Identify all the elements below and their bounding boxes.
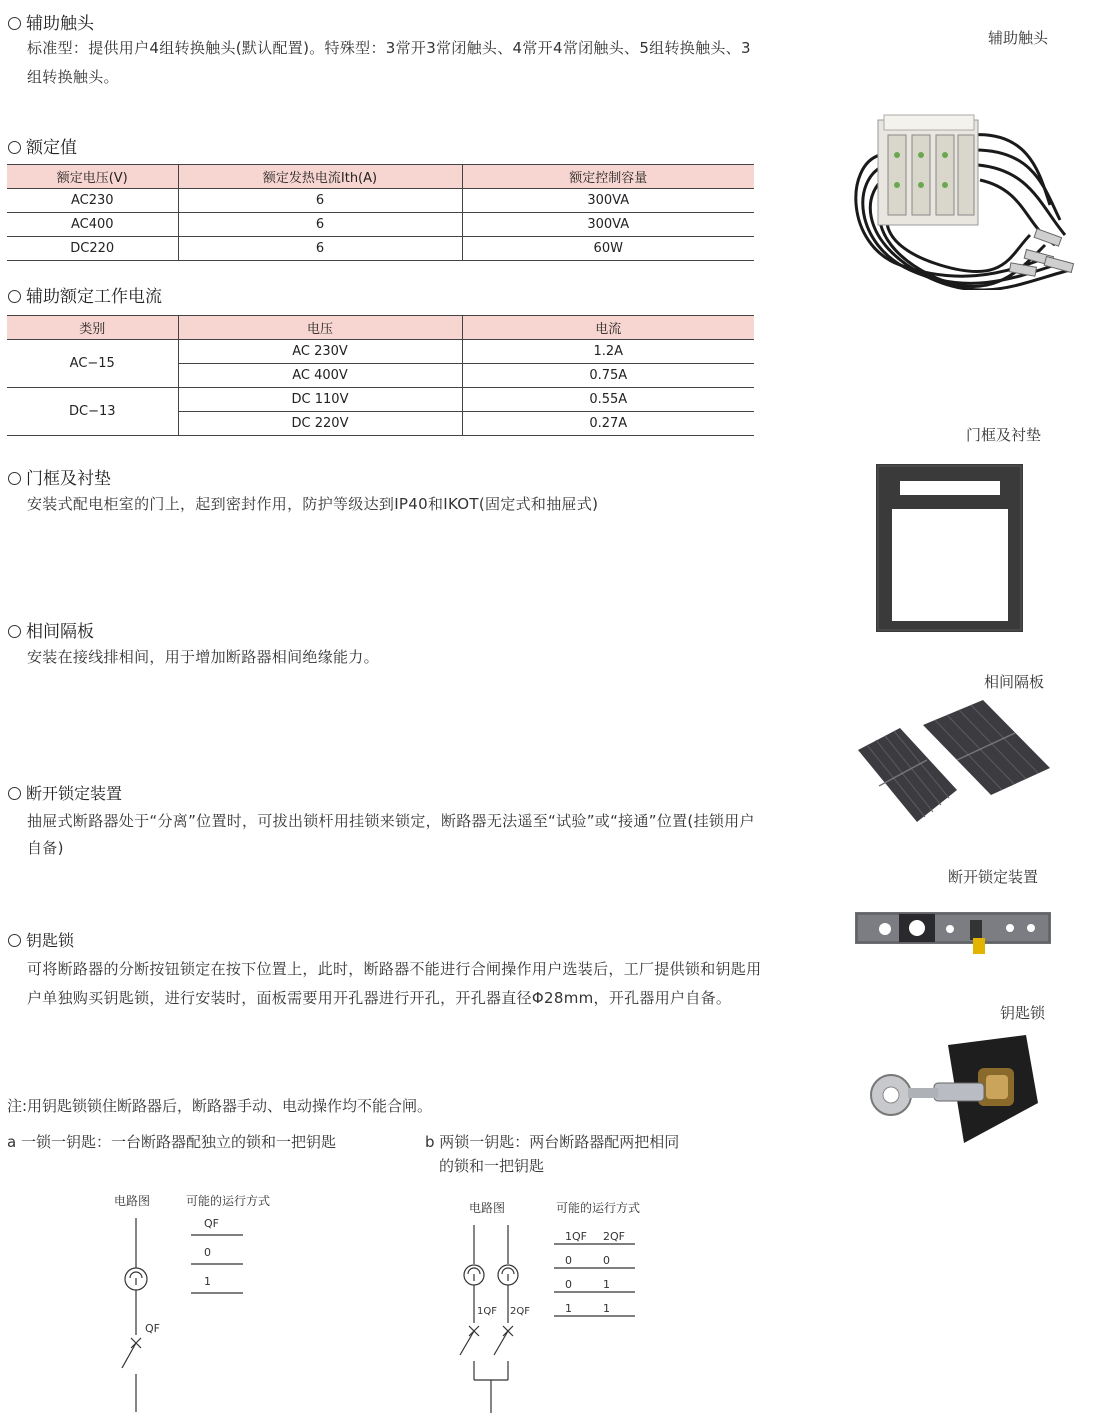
section-title-text: 额定值 bbox=[26, 138, 77, 158]
door-frame-image bbox=[876, 464, 1023, 632]
table-header-row bbox=[7, 165, 754, 189]
note-text: 注:用钥匙锁锁住断路器后，断路器手动、电动操作均不能合闸。 bbox=[7, 1097, 433, 1115]
aux-contact-image bbox=[840, 95, 1085, 290]
scheme-b-switch-label: 2QF bbox=[510, 1306, 530, 1317]
circle-bullet-icon bbox=[8, 472, 21, 485]
door-frame-desc: 安装式配电柜室的门上，起到密封作用，防护等级达到IP40和IKOT(固定式和抽屉式) bbox=[27, 495, 599, 513]
table-header-cell: 类别 bbox=[7, 316, 178, 340]
scheme-a-mode-label: 可能的运行方式 bbox=[186, 1194, 271, 1208]
open-lock-image bbox=[855, 908, 1055, 958]
scheme-b-title-line1: b 两锁一钥匙：两台断路器配两把相同 bbox=[425, 1133, 680, 1151]
scheme-a-switch-label: QF bbox=[145, 1322, 160, 1335]
section-title-key-lock bbox=[8, 928, 74, 951]
scheme-b-value: 0 bbox=[603, 1254, 610, 1267]
scheme-a-value: 1 bbox=[204, 1275, 211, 1288]
section-title-aux-current bbox=[8, 282, 162, 307]
scheme-b-value: 1 bbox=[565, 1302, 572, 1315]
section-title-open-lock bbox=[8, 781, 122, 804]
table-cell: 0.55A bbox=[462, 388, 754, 412]
table-cell: 6 bbox=[178, 189, 462, 213]
section-title-text: 断开锁定装置 bbox=[26, 784, 123, 803]
scheme-a-value: 0 bbox=[204, 1246, 211, 1259]
table-header-row bbox=[7, 316, 754, 340]
table-cell: 300VA bbox=[462, 189, 754, 213]
door-frame-caption: 门框及衬垫 bbox=[966, 426, 1042, 444]
table-row bbox=[7, 237, 754, 261]
section-title-text: 辅助触头 bbox=[26, 14, 94, 34]
scheme-b-circuit-label: 电路图 bbox=[469, 1201, 506, 1215]
circle-bullet-icon bbox=[8, 625, 21, 638]
aux-current-table bbox=[7, 315, 754, 436]
circle-bullet-icon bbox=[8, 934, 21, 947]
section-title-phase-barrier bbox=[8, 617, 94, 642]
scheme-b-mode-label: 可能的运行方式 bbox=[556, 1201, 641, 1215]
open-lock-desc: 抽屉式断路器处于“分离”位置时，可拔出锁杆用挂锁来锁定，断路器无法遥至“试验”或“接通”位置(挂锁用户自备) bbox=[27, 812, 755, 857]
table-cell: AC 400V bbox=[178, 364, 462, 388]
table-cell: AC400 bbox=[7, 213, 178, 237]
table-row bbox=[7, 189, 754, 213]
key-lock-caption: 钥匙锁 bbox=[1000, 1004, 1046, 1022]
table-header-cell: 额定控制容量 bbox=[462, 165, 754, 189]
table-header-cell: 额定电压(V) bbox=[7, 165, 178, 189]
circle-bullet-icon bbox=[8, 787, 21, 800]
key-lock-image bbox=[866, 1033, 1046, 1148]
table-cell: 0.27A bbox=[462, 412, 754, 436]
scheme-b-switch-label: 1QF bbox=[477, 1306, 497, 1317]
table-cell: AC230 bbox=[7, 189, 178, 213]
scheme-b-col-header: 2QF bbox=[603, 1230, 625, 1243]
table-row bbox=[7, 213, 754, 237]
table-cell: 300VA bbox=[462, 213, 754, 237]
circle-bullet-icon bbox=[8, 290, 21, 303]
section-title-text: 钥匙锁 bbox=[26, 931, 75, 950]
table-header-cell: 额定发热电流Ith(A) bbox=[178, 165, 462, 189]
scheme-a-col-header: QF bbox=[204, 1217, 219, 1230]
scheme-b-circuit-diagram bbox=[450, 1215, 650, 1415]
table-header-cell: 电流 bbox=[462, 316, 754, 340]
open-lock-caption: 断开锁定装置 bbox=[948, 868, 1039, 886]
section-title-aux-contact bbox=[8, 9, 94, 34]
section-title-text: 门框及衬垫 bbox=[26, 469, 111, 489]
category-cell: AC−15 bbox=[7, 340, 178, 388]
table-cell: DC220 bbox=[7, 237, 178, 261]
table-cell: 60W bbox=[462, 237, 754, 261]
table-row bbox=[7, 388, 754, 412]
aux-contact-desc: 标准型：提供用户4组转换触头(默认配置)。特殊型：3常开3常闭触头、4常开4常闭触头、5组转换触头、3组转换触头。 bbox=[27, 39, 751, 86]
scheme-a-title: a 一锁一钥匙：一台断路器配独立的锁和一把钥匙 bbox=[7, 1133, 336, 1151]
phase-barrier-image bbox=[855, 700, 1055, 825]
table-cell: 6 bbox=[178, 237, 462, 261]
section-title-text: 相间隔板 bbox=[26, 622, 94, 642]
table-header-cell: 电压 bbox=[178, 316, 462, 340]
key-lock-desc: 可将断路器的分断按钮锁定在按下位置上，此时，断路器不能进行合闸操作用户选装后，工厂提供锁和钥匙用户单独购买钥匙锁，进行安装时，面板需要用开孔器进行开孔，开孔器直径Φ28mm，开孔器用户自备。 bbox=[27, 960, 762, 1007]
rating-table bbox=[7, 164, 754, 261]
scheme-b-value: 0 bbox=[565, 1254, 572, 1267]
table-cell: 0.75A bbox=[462, 364, 754, 388]
phase-barrier-caption: 相间隔板 bbox=[984, 673, 1045, 691]
scheme-b-value: 1 bbox=[603, 1302, 610, 1315]
section-title-rating bbox=[8, 133, 77, 158]
table-cell: AC 230V bbox=[178, 340, 462, 364]
circle-bullet-icon bbox=[8, 17, 21, 30]
aux-contact-caption: 辅助触头 bbox=[988, 29, 1049, 47]
phase-barrier-desc: 安装在接线排相间，用于增加断路器相间绝缘能力。 bbox=[27, 648, 379, 666]
section-title-door-frame bbox=[8, 464, 111, 489]
scheme-a-circuit-diagram bbox=[100, 1210, 260, 1415]
scheme-b-title-line2: 的锁和一把钥匙 bbox=[439, 1157, 545, 1175]
scheme-b-value: 0 bbox=[565, 1278, 572, 1291]
scheme-a-circuit-label: 电路图 bbox=[114, 1194, 151, 1208]
section-title-text: 辅助额定工作电流 bbox=[26, 287, 162, 307]
scheme-b-col-header: 1QF bbox=[565, 1230, 587, 1243]
table-cell: 1.2A bbox=[462, 340, 754, 364]
table-cell: DC 110V bbox=[178, 388, 462, 412]
table-row bbox=[7, 340, 754, 364]
category-cell: DC−13 bbox=[7, 388, 178, 436]
scheme-b-value: 1 bbox=[603, 1278, 610, 1291]
table-cell: 6 bbox=[178, 213, 462, 237]
table-cell: DC 220V bbox=[178, 412, 462, 436]
circle-bullet-icon bbox=[8, 141, 21, 154]
